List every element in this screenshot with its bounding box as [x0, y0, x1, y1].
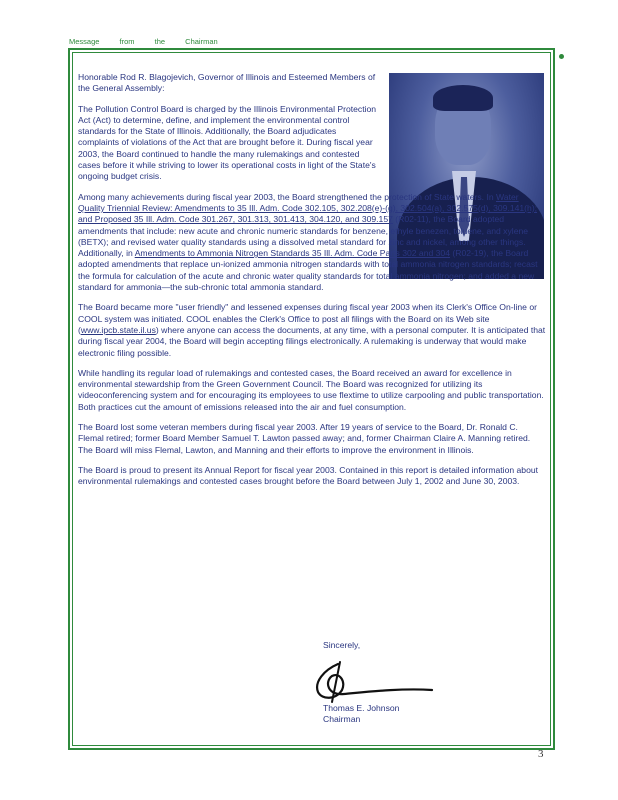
paragraph: The Board is proud to present its Annual Report for fiscal year 2003. Contained in this report is detailed information about environmental rulemakings and contested cases brought before the Board between July 1, 2002 and June 30, 2003. [78, 464, 539, 487]
paragraph: The Board became more "user friendly" and lessened expenses during fiscal year 2003 when its Clerk's Office On-line or COOL system was initiated. COOL enables the Clerk's Office to post all filings with the Board on its Web site (www.ipcb.state.il.us) where anyone can access the documents, at any time, with a personal computer. It is anticipated that during fiscal year 2004, the Board will begin accepting filings electronically. A rulemaking is underway that would make electronic filing possible. [78, 302, 546, 358]
document-link[interactable]: Water Quality Triennial Review: Amendments to 35 Ill. Adm. Code 302.105, 302.208(e)-(g), 302.504(a), 302.575(d), 309.141(h); and Proposed 35 Ill. Adm. Code 301.267, 301.313, 301.413, 304.120, and 309.157 [78, 191, 538, 225]
salutation: Honorable Rod R. Blagojevich, Governor of Illinois and Esteemed Members of the General Assembly: [78, 72, 376, 94]
header-word: Chairman [185, 37, 218, 46]
closing: Sincerely, [323, 640, 361, 650]
signer-title: Chairman [323, 714, 361, 724]
paragraph: While handling its regular load of rulemakings and contested cases, the Board received an award for excellence in environmental stewardship from the Green Government Council. The Board was recognized for utilizing its videoconferencing system and for encouraging its employees to use flextime to utilize carpooling and public transportation. Both practices cut the amount of emissions released into the air and fuel consumption. [78, 367, 544, 412]
website-link[interactable]: www.ipcb.state.il.us [80, 324, 156, 335]
paragraph: The Board lost some veteran members during fiscal year 2003. After 19 years of service to the Board, Dr. Ronald C. Flemal retired; former Board Member Samuel T. Lawton passed away; and, former Chairman Claire A. Manning retired. The Board will miss Flemal, Lawton, and Manning and their efforts to improve the environment in Illinois. [78, 422, 531, 455]
signer-block [323, 703, 399, 725]
header-word: from [119, 37, 135, 46]
letter-body [78, 72, 546, 497]
paragraph: The Pollution Control Board is charged by the Illinois Environmental Protection Act (Act) to determine, define, and implement the environmental control standards for the State of Illinois. Additionally, the Board adjudicates complaints of violations of the Act that are brought before it. During fiscal year 2003, the Board continued to handle the many rulemakings and contested cases before it while striving to lower its operational costs in light of the State's ongoing budget crisis. [78, 103, 377, 182]
page-number: 3 [538, 748, 544, 760]
header-word: Message [69, 37, 100, 46]
page-header [69, 37, 236, 46]
signature-image [310, 660, 440, 704]
frame-corner-dot [559, 54, 564, 59]
header-word: the [154, 37, 166, 46]
signer-name: Thomas E. Johnson [323, 703, 400, 713]
document-link[interactable]: Amendments to Ammonia Nitrogen Standards 35 Ill. Adm. Code Parts 302 and 304 [134, 248, 450, 259]
paragraph: Among many achievements during fiscal year 2003, the Board strengthened the protection of State waters. In Water Quality Triennial Review: Amendments to 35 Ill. Adm. Code 302.105, 302.208(e)-(g), 302.504(a), 302.575(d), 309.141(h); and Proposed 35 Ill. Adm. Code 301.267, 301.313, 301.413, 304.120, and 309.157 (R02-11), the Board adopted amendments that include: new acute and chronic numeric standards for benzene, ethyle benezen, toluene, and xylene (BETX); and revised water quality standards using a dissolved metal standard for zinc and nickel, among other things. Additionally, in Amendments to Ammonia Nitrogen Standards 35 Ill. Adm. Code Parts 302 and 304 (R02-19), the Board adopted amendments that replace un-ionized ammonia nitrogen standards with total ammonia nitrogen standards; recast the formula for calculation of the acute and chronic water quality standards for total ammonia nitrogen; and added a new standard for ammonia—the sub-chronic total ammonia standard. [78, 191, 538, 293]
